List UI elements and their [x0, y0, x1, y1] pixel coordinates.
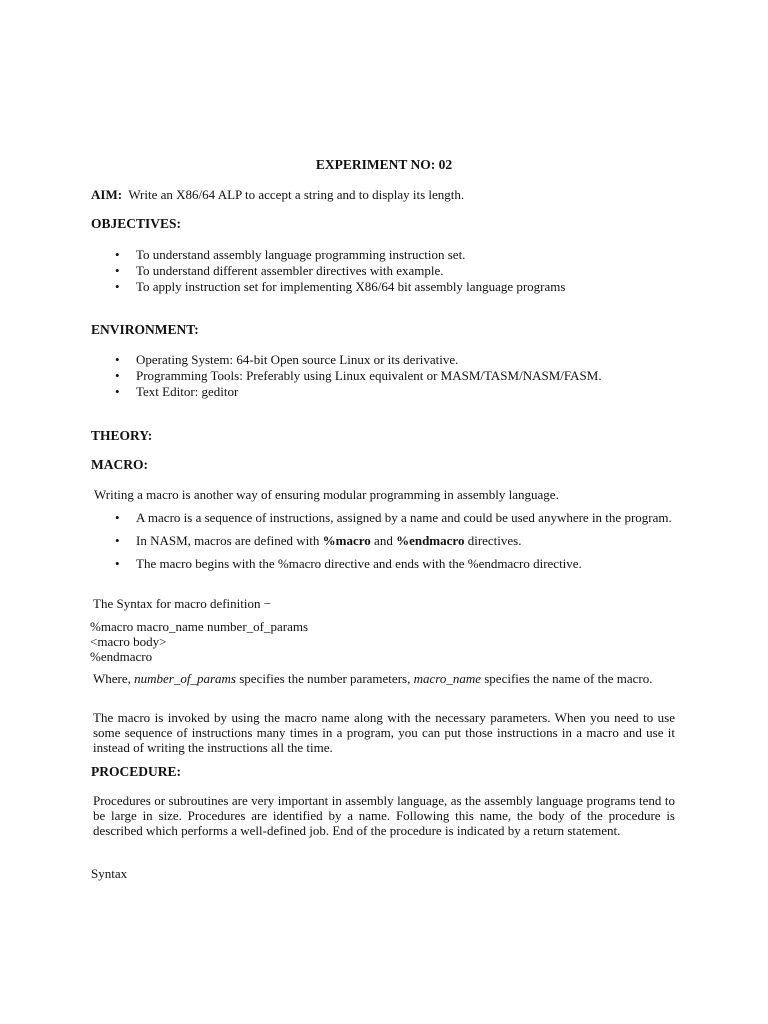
where-pre: Where,: [93, 671, 135, 686]
macro-bullet2-mid: and: [370, 533, 397, 548]
procedure-heading: PROCEDURE:: [91, 764, 181, 779]
objectives-heading: OBJECTIVES:: [91, 216, 182, 231]
environment-heading: ENVIRONMENT:: [91, 322, 199, 337]
macro-bullet2-post: directives.: [464, 533, 522, 548]
list-item: • To understand different assembler directives with example.: [115, 263, 675, 278]
syntax-label: Syntax: [91, 866, 128, 881]
list-item: • Programming Tools: Preferably using Linux equivalent or MASM/TASM/NASM/FASM.: [115, 368, 675, 383]
theory-heading: THEORY:: [91, 428, 153, 443]
aim-paragraph: [91, 187, 464, 202]
where-post: specifies the name of the macro.: [481, 671, 653, 686]
aim-label: AIM:: [91, 187, 123, 202]
list-item: • To understand assembly language programming instruction set.: [115, 247, 675, 262]
list-item: • Text Editor: geditor: [115, 384, 675, 399]
where-paragraph: [93, 671, 675, 686]
syntax-line: %macro macro_name number_of_params: [90, 619, 309, 634]
syntax-intro: The Syntax for macro definition −: [93, 596, 272, 611]
macro-bullets: [115, 510, 675, 571]
procedure-paragraph: Procedures or subroutines are very important in assembly language, as the assembly language programs tend to be large in size. Procedures are identified by a name. Following this name, the body of the procedure is described which performs a well-defined job. End of the procedure is indicated by a return statement.: [93, 793, 675, 838]
aim-text: Write an X86/64 ALP to accept a string and to display its length.: [128, 187, 465, 202]
macro-heading: MACRO:: [91, 457, 148, 472]
environment-list: [115, 352, 675, 399]
term-macro-name: macro_name: [413, 671, 481, 686]
list-item: • The macro begins with the %macro directive and ends with the %endmacro directive.: [115, 556, 675, 571]
where-mid: specifies the number parameters,: [235, 671, 414, 686]
macro-bullet2-pre: In NASM, macros are defined with: [136, 533, 323, 548]
objectives-list: [115, 247, 675, 294]
endmacro-keyword: %endmacro: [396, 533, 465, 548]
invoke-paragraph: The macro is invoked by using the macro name along with the necessary parameters. When you need to use some sequence of instructions many times in a program, you can put those instructions in a macro and use it instead of writing the instructions all the time.: [93, 710, 675, 755]
list-item: • Operating System: 64-bit Open source Linux or its derivative.: [115, 352, 675, 367]
macro-keyword: %macro: [322, 533, 371, 548]
term-number-of-params: number_of_params: [134, 671, 236, 686]
list-item: • A macro is a sequence of instructions, assigned by a name and could be used anywhere in the program.: [115, 510, 675, 525]
list-item: [115, 533, 675, 548]
syntax-line: %endmacro: [90, 649, 153, 664]
page-title: EXPERIMENT NO: 02: [315, 157, 453, 172]
list-item: • To apply instruction set for implementing X86/64 bit assembly language programs: [115, 279, 675, 294]
macro-intro: Writing a macro is another way of ensuring modular programming in assembly language.: [94, 487, 559, 502]
syntax-line: <macro body>: [90, 634, 167, 649]
